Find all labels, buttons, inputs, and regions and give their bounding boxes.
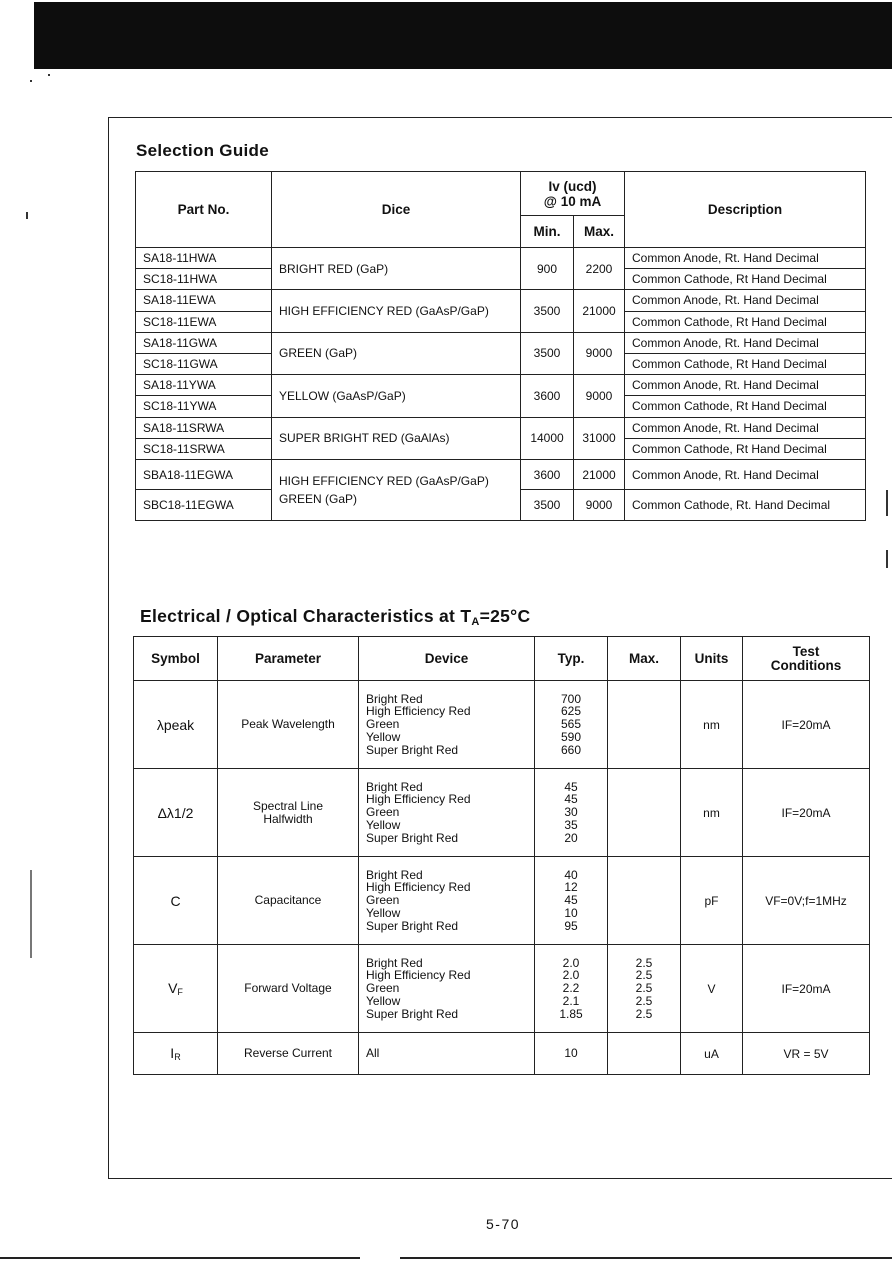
parameter-line1: Peak Wavelength (241, 717, 335, 731)
typ-values-item: 10 (564, 905, 578, 920)
iv-header-line2: @ 10 mA (543, 193, 602, 209)
symbol-text: C (170, 892, 181, 909)
dice-material: HIGH EFFICIENCY RED (GaAsP/GaP) (272, 290, 521, 332)
device-list-item: Bright Red (366, 867, 423, 882)
part-number: SBA18-11EGWA (136, 459, 272, 490)
table-row (134, 945, 870, 1033)
typ-values-item: 2.1 (562, 993, 580, 1008)
electrical-heading-temp: =25°C (479, 606, 531, 626)
col-header-max: Max. (608, 637, 681, 681)
typ-values-item: 1.85 (559, 1006, 583, 1021)
units: V (681, 945, 743, 1033)
description: Common Cathode, Rt Hand Decimal (625, 438, 866, 459)
device-list-item: Super Bright Red (366, 830, 459, 845)
parameter: Reverse Current (218, 1033, 359, 1075)
symbol (134, 1033, 218, 1075)
symbol-text: V (168, 980, 178, 996)
device-list-item: High Efficiency Red (366, 792, 471, 807)
max-values (608, 769, 681, 857)
part-number: SA18-11EWA (136, 290, 272, 311)
typ-values-item: 565 (560, 717, 582, 732)
test-header-line2: Conditions (770, 657, 842, 673)
symbol-text: Δλ1/2 (157, 804, 194, 821)
device-list-item: Yellow (366, 993, 401, 1008)
device-list-item: Yellow (366, 817, 401, 832)
device-list-item: Bright Red (366, 779, 423, 794)
electrical-heading-subscript: A (471, 616, 480, 628)
typ-values-item: 40 (564, 867, 578, 882)
parameter (218, 945, 359, 1033)
part-number: SC18-11HWA (136, 269, 272, 290)
dice-material (272, 459, 521, 520)
device-list-item: Yellow (366, 905, 401, 920)
table-row (134, 1033, 870, 1075)
test-condition: VR = 5V (743, 1033, 870, 1075)
scan-speck (886, 490, 888, 516)
dice-material: BRIGHT RED (GaP) (272, 248, 521, 290)
device-list-item: High Efficiency Red (366, 880, 471, 895)
scan-speck (26, 212, 28, 219)
description: Common Anode, Rt. Hand Decimal (625, 459, 866, 490)
device-list-item: Bright Red (366, 955, 423, 970)
part-number: SA18-11YWA (136, 375, 272, 396)
dice-material: YELLOW (GaAsP/GaP) (272, 375, 521, 417)
typ-values-item: 45 (564, 792, 578, 807)
iv-min: 3600 (521, 375, 574, 417)
device-list: All (359, 1033, 535, 1075)
max-values-item: 2.5 (635, 955, 653, 970)
symbol (134, 681, 218, 769)
device-list-item: High Efficiency Red (366, 968, 471, 983)
typ-values (535, 945, 608, 1033)
parameter-line1: Capacitance (254, 893, 322, 907)
scan-header-bar (34, 2, 892, 69)
device-list-item: Green (366, 893, 400, 908)
page-number: 5-70 (486, 1216, 521, 1232)
selection-guide-body (136, 248, 866, 521)
typ-values-item: 30 (564, 805, 578, 820)
col-header-units: Units (681, 637, 743, 681)
max-values (608, 857, 681, 945)
description: Common Anode, Rt. Hand Decimal (625, 248, 866, 269)
iv-min: 3600 (521, 459, 574, 490)
symbol (134, 769, 218, 857)
iv-min: 900 (521, 248, 574, 290)
iv-max: 31000 (574, 417, 625, 459)
typ-values-item: 45 (564, 779, 578, 794)
scan-margin-mark (30, 870, 32, 958)
parameter (218, 857, 359, 945)
test-condition: IF=20mA (743, 945, 870, 1033)
part-number: SC18-11YWA (136, 396, 272, 417)
footer-rule-left (0, 1257, 360, 1259)
symbol-text: λpeak (156, 716, 195, 733)
typ-values-item: 95 (564, 918, 578, 933)
col-header-symbol: Symbol (134, 637, 218, 681)
typ-values-item: 625 (560, 704, 582, 719)
typ-values (535, 769, 608, 857)
device-list (359, 769, 535, 857)
col-header-description: Description (625, 172, 866, 248)
max-values (608, 1033, 681, 1075)
device-list-item: Green (366, 981, 400, 996)
col-header-test-conditions (743, 637, 870, 681)
part-number: SA18-11HWA (136, 248, 272, 269)
electrical-characteristics-body (134, 681, 870, 1075)
test-condition: VF=0V;f=1MHz (743, 857, 870, 945)
col-header-iv (521, 172, 625, 216)
table-row (136, 248, 866, 269)
units: uA (681, 1033, 743, 1075)
col-header-dice: Dice (272, 172, 521, 248)
typ-values-item: 2.0 (562, 968, 580, 983)
typ-values-item: 20 (564, 830, 578, 845)
part-number: SC18-11SRWA (136, 438, 272, 459)
footer-rule-right (400, 1257, 892, 1259)
iv-header-line1: Iv (ucd) (548, 178, 597, 194)
scan-speck (30, 80, 32, 82)
table-row (134, 857, 870, 945)
description: Common Anode, Rt. Hand Decimal (625, 332, 866, 353)
typ-values-item: 2.2 (562, 981, 580, 996)
parameter-line1: Spectral Line (252, 798, 324, 813)
scan-speck (48, 74, 50, 76)
units: nm (681, 769, 743, 857)
max-values (608, 945, 681, 1033)
units: nm (681, 681, 743, 769)
iv-max: 9000 (574, 375, 625, 417)
description: Common Cathode, Rt Hand Decimal (625, 396, 866, 417)
max-values-item: 2.5 (635, 968, 653, 983)
iv-min: 3500 (521, 332, 574, 374)
iv-max: 2200 (574, 248, 625, 290)
typ-values (535, 681, 608, 769)
max-values-item: 2.5 (635, 993, 653, 1008)
selection-guide-heading: Selection Guide (136, 141, 269, 160)
iv-min: 3500 (521, 290, 574, 332)
parameter-line1: Forward Voltage (244, 981, 332, 995)
typ-values-item: 700 (560, 691, 582, 706)
max-values (608, 681, 681, 769)
max-values-item: 2.5 (635, 981, 653, 996)
part-number: SA18-11GWA (136, 332, 272, 353)
typ-values-item: 45 (564, 893, 578, 908)
device-list-item: Super Bright Red (366, 918, 459, 933)
table-row (134, 769, 870, 857)
table-row (136, 332, 866, 353)
parameter-line2: Halfwidth (263, 811, 313, 826)
col-header-device: Device (359, 637, 535, 681)
typ-values-item: 660 (560, 742, 582, 757)
typ-values-item: 12 (564, 880, 578, 895)
device-list-item: Green (366, 717, 400, 732)
scan-speck (886, 550, 888, 568)
part-number: SC18-11EWA (136, 311, 272, 332)
device-list (359, 681, 535, 769)
typ-values-item: 2.0 (562, 955, 580, 970)
device-list-item: High Efficiency Red (366, 704, 471, 719)
description: Common Cathode, Rt Hand Decimal (625, 311, 866, 332)
symbol-text: I (170, 1045, 175, 1061)
iv-min: 14000 (521, 417, 574, 459)
dice-material: SUPER BRIGHT RED (GaAlAs) (272, 417, 521, 459)
test-header-line1: Test (792, 643, 820, 659)
table-row (136, 375, 866, 396)
col-header-parameter: Parameter (218, 637, 359, 681)
col-header-part-no: Part No. (136, 172, 272, 248)
device-list-item: Bright Red (366, 691, 423, 706)
test-condition: IF=20mA (743, 769, 870, 857)
symbol (134, 945, 218, 1033)
iv-max: 21000 (574, 459, 625, 490)
device-list-item: Super Bright Red (366, 1006, 459, 1021)
iv-max: 9000 (574, 332, 625, 374)
symbol-subscript: F (177, 987, 183, 997)
iv-min: 3500 (521, 490, 574, 521)
parameter (218, 769, 359, 857)
table-row (136, 417, 866, 438)
table-row (136, 290, 866, 311)
typ-values-item: 590 (560, 729, 582, 744)
test-condition: IF=20mA (743, 681, 870, 769)
electrical-heading-text: Electrical / Optical Characteristics at T (140, 606, 472, 626)
table-row (134, 681, 870, 769)
table-row (136, 459, 866, 490)
description: Common Anode, Rt. Hand Decimal (625, 417, 866, 438)
col-header-typ: Typ. (535, 637, 608, 681)
description: Common Cathode, Rt Hand Decimal (625, 353, 866, 374)
part-number: SA18-11SRWA (136, 417, 272, 438)
max-values-item: 2.5 (635, 1006, 653, 1021)
description: Common Cathode, Rt Hand Decimal (625, 269, 866, 290)
typ-values-item: 35 (564, 817, 578, 832)
iv-max: 21000 (574, 290, 625, 332)
device-list-item: Super Bright Red (366, 742, 459, 757)
col-header-min: Min. (521, 216, 574, 248)
device-list (359, 945, 535, 1033)
device-list-item: Yellow (366, 729, 401, 744)
selection-guide-table (135, 171, 866, 521)
dice-material: GREEN (GaP) (272, 332, 521, 374)
description: Common Anode, Rt. Hand Decimal (625, 290, 866, 311)
device-list (359, 857, 535, 945)
parameter (218, 681, 359, 769)
electrical-characteristics-table (133, 636, 870, 1075)
electrical-heading (140, 606, 530, 628)
col-header-max: Max. (574, 216, 625, 248)
typ-values (535, 857, 608, 945)
part-number: SBC18-11EGWA (136, 490, 272, 521)
units: pF (681, 857, 743, 945)
dice-line1: HIGH EFFICIENCY RED (GaAsP/GaP) (279, 473, 489, 488)
device-list-item: Green (366, 805, 400, 820)
part-number: SC18-11GWA (136, 353, 272, 374)
description: Common Cathode, Rt. Hand Decimal (625, 490, 866, 521)
symbol (134, 857, 218, 945)
iv-max: 9000 (574, 490, 625, 521)
typ-values: 10 (535, 1033, 608, 1075)
symbol-subscript: R (174, 1052, 181, 1062)
dice-line2: GREEN (GaP) (279, 491, 358, 506)
description: Common Anode, Rt. Hand Decimal (625, 375, 866, 396)
